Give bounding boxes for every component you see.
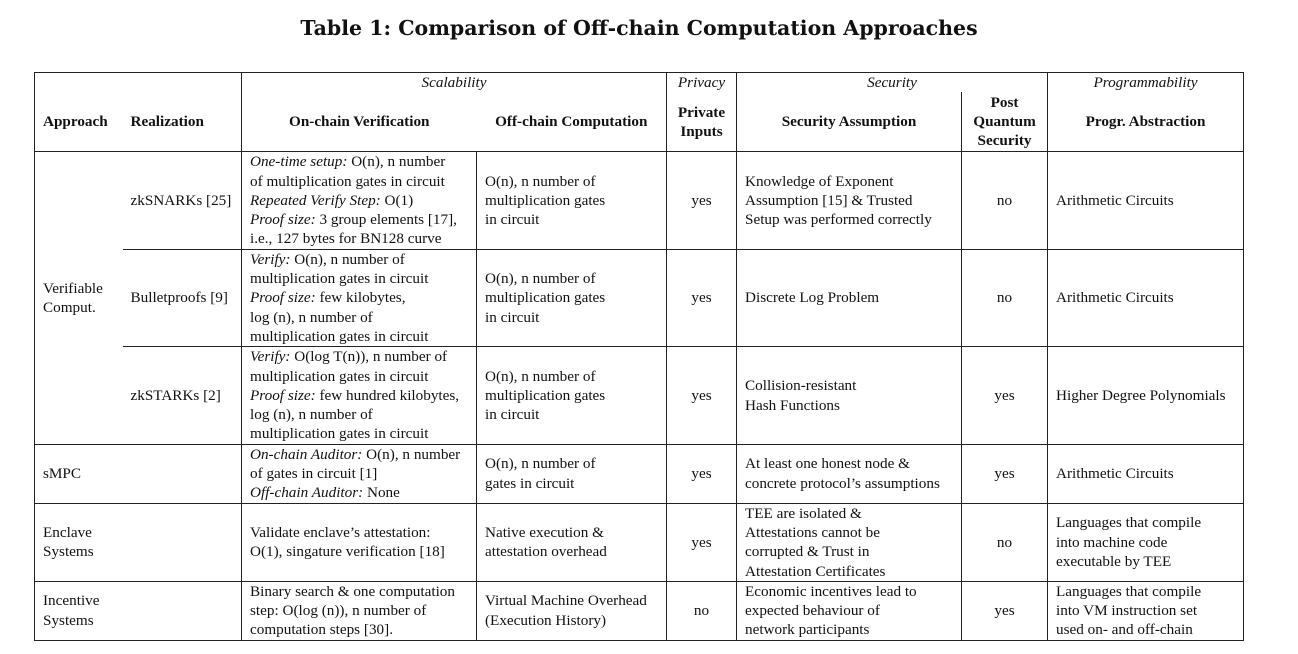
cell-security-assumption — [737, 152, 962, 249]
cell-security-assumption — [737, 444, 962, 503]
cell-line: Collision-resistant — [745, 377, 857, 395]
cell-offchain — [477, 581, 667, 640]
cell-onchain — [242, 503, 477, 581]
onchain-label: Repeated Verify Step: — [250, 191, 385, 209]
onchain-line — [250, 542, 468, 561]
onchain-label: Verify: — [250, 348, 295, 366]
cell-realization — [123, 503, 242, 581]
onchain-line — [250, 464, 468, 483]
cell-private-inputs: yes — [667, 249, 737, 346]
cell-line: Attestations cannot be — [745, 523, 880, 541]
onchain-text: multiplication gates in circuit — [250, 425, 429, 443]
table-body — [35, 152, 1244, 640]
cell-onchain — [242, 152, 477, 249]
onchain-text: i.e., 127 bytes for BN128 curve — [250, 230, 442, 248]
cell-approach: Incentive Systems — [35, 581, 123, 640]
cell-private-inputs: yes — [667, 152, 737, 249]
column-header-row — [35, 92, 1244, 152]
cell-progr-abstraction — [1048, 503, 1244, 581]
cell-line: Arithmetic Circuits — [1056, 465, 1174, 483]
table-row — [35, 444, 1244, 503]
group-programmability: Programmability — [1048, 73, 1244, 93]
onchain-line — [250, 405, 468, 424]
cell-approach: Verifiable Comput. — [35, 152, 123, 444]
group-scalability: Scalability — [242, 73, 667, 93]
onchain-text: O(n), n number of — [294, 250, 405, 268]
cell-offchain — [477, 444, 667, 503]
cell-line: Assumption [15] & Trusted — [745, 191, 913, 209]
onchain-text: log (n), n number of — [250, 308, 373, 326]
cell-progr-abstraction — [1048, 581, 1244, 640]
cell-line: in circuit — [485, 211, 540, 229]
onchain-line — [250, 601, 468, 620]
onchain-line — [250, 288, 468, 307]
onchain-line — [250, 308, 468, 327]
header-private-inputs: Private Inputs — [667, 92, 737, 152]
cell-post-quantum: yes — [962, 581, 1048, 640]
onchain-line — [250, 229, 468, 248]
onchain-text: of multiplication gates in circuit — [250, 172, 445, 190]
onchain-text: O(log T(n)), n number of — [294, 348, 448, 366]
cell-line: used on- and off-chain — [1056, 621, 1193, 639]
onchain-label: Proof size: — [250, 211, 320, 229]
cell-realization: zkSNARKs [25] — [123, 152, 242, 249]
cell-private-inputs: yes — [667, 444, 737, 503]
cell-line: Native execution & — [485, 523, 604, 541]
cell-progr-abstraction — [1048, 347, 1244, 444]
cell-line: multiplication gates — [485, 191, 606, 209]
cell-line: multiplication gates — [485, 289, 606, 307]
cell-line: Virtual Machine Overhead — [485, 592, 647, 610]
onchain-line — [250, 523, 468, 542]
table-row — [35, 152, 1244, 249]
group-empty — [35, 73, 242, 93]
onchain-line — [250, 210, 468, 229]
cell-post-quantum: yes — [962, 444, 1048, 503]
onchain-text: step: O(log (n)), n number of — [250, 602, 427, 620]
cell-line: Languages that compile — [1056, 582, 1202, 600]
onchain-line — [250, 620, 468, 639]
onchain-line — [250, 191, 468, 210]
cell-approach: Enclave Systems — [35, 503, 123, 581]
cell-line: into VM instruction set — [1056, 602, 1198, 620]
onchain-line — [250, 424, 468, 443]
header-onchain: On-chain Verification — [242, 92, 477, 152]
cell-onchain — [242, 249, 477, 346]
cell-post-quantum: no — [962, 249, 1048, 346]
cell-security-assumption — [737, 249, 962, 346]
cell-line: gates in circuit — [485, 474, 575, 492]
onchain-text: O(1), singature verification [18] — [250, 543, 445, 561]
cell-post-quantum: no — [962, 503, 1048, 581]
header-progr-abstraction: Progr. Abstraction — [1048, 92, 1244, 152]
table-row — [35, 581, 1244, 640]
cell-line: into machine code — [1056, 533, 1168, 551]
onchain-text: multiplication gates in circuit — [250, 270, 429, 288]
onchain-label: On-chain Auditor: — [250, 445, 367, 463]
cell-progr-abstraction — [1048, 444, 1244, 503]
table-row — [35, 503, 1244, 581]
header-approach: Approach — [35, 92, 123, 152]
cell-line: network participants — [745, 621, 870, 639]
onchain-text: multiplication gates in circuit — [250, 367, 429, 385]
cell-line: O(n), n number of — [485, 270, 596, 288]
cell-progr-abstraction — [1048, 152, 1244, 249]
table-caption: Table 1: Comparison of Off-chain Computation Approaches — [300, 16, 978, 40]
cell-line: Arithmetic Circuits — [1056, 191, 1174, 209]
cell-onchain — [242, 347, 477, 444]
onchain-line — [250, 327, 468, 346]
onchain-label: Verify: — [250, 250, 295, 268]
cell-line: Hash Functions — [745, 396, 840, 414]
cell-security-assumption — [737, 347, 962, 444]
onchain-line — [250, 250, 468, 269]
onchain-line — [250, 152, 468, 171]
onchain-text: Binary search & one computation — [250, 582, 455, 600]
cell-line: Setup was performed correctly — [745, 211, 932, 229]
cell-line: Economic incentives lead to — [745, 582, 917, 600]
group-security: Security — [737, 73, 1048, 93]
cell-offchain — [477, 347, 667, 444]
onchain-text: O(n), n number — [351, 153, 446, 171]
onchain-label: One-time setup: — [250, 153, 352, 171]
onchain-line — [250, 582, 468, 601]
cell-onchain — [242, 444, 477, 503]
onchain-text: of gates in circuit [1] — [250, 465, 378, 483]
cell-offchain — [477, 503, 667, 581]
cell-line: O(n), n number of — [485, 172, 596, 190]
cell-line: (Execution History) — [485, 611, 607, 629]
onchain-text: log (n), n number of — [250, 406, 373, 424]
cell-line: Arithmetic Circuits — [1056, 289, 1174, 307]
cell-onchain — [242, 581, 477, 640]
onchain-line — [250, 367, 468, 386]
cell-private-inputs: yes — [667, 347, 737, 444]
cell-line: Discrete Log Problem — [745, 289, 880, 307]
group-privacy: Privacy — [667, 73, 737, 93]
header-offchain: Off-chain Computation — [495, 113, 648, 131]
group-header-row — [35, 73, 1244, 93]
onchain-text: None — [367, 484, 400, 502]
cell-line: Languages that compile — [1056, 514, 1202, 532]
table-row — [35, 347, 1244, 444]
cell-realization: Bulletproofs [9] — [123, 249, 242, 346]
cell-offchain — [477, 152, 667, 249]
onchain-line — [250, 172, 468, 191]
onchain-text: few kilobytes, — [319, 289, 406, 307]
header-security-assumption: Security Assumption — [737, 92, 962, 152]
cell-line: Higher Degree Polynomials — [1056, 386, 1226, 404]
cell-line: TEE are isolated & — [745, 504, 862, 522]
cell-line: expected behaviour of — [745, 602, 880, 620]
cell-approach: sMPC — [35, 444, 123, 503]
cell-line: in circuit — [485, 308, 540, 326]
cell-line: Attestation Certificates — [745, 562, 886, 580]
cell-line: corrupted & Trust in — [745, 543, 870, 561]
cell-private-inputs: yes — [667, 503, 737, 581]
onchain-text: computation steps [30]. — [250, 621, 393, 639]
cell-line: Knowledge of Exponent — [745, 172, 894, 190]
onchain-label: Proof size: — [250, 289, 320, 307]
cell-line: executable by TEE — [1056, 552, 1172, 570]
header-post-quantum: Post Quantum Security — [962, 92, 1048, 152]
onchain-line — [250, 483, 468, 502]
cell-security-assumption — [737, 581, 962, 640]
cell-security-assumption — [737, 503, 962, 581]
cell-realization — [123, 444, 242, 503]
table-row — [35, 249, 1244, 346]
cell-realization — [123, 581, 242, 640]
cell-realization: zkSTARKs [2] — [123, 347, 242, 444]
comparison-table — [34, 72, 1244, 641]
cell-line: concrete protocol’s assumptions — [745, 474, 940, 492]
cell-post-quantum: no — [962, 152, 1048, 249]
onchain-line — [250, 269, 468, 288]
cell-post-quantum: yes — [962, 347, 1048, 444]
cell-line: O(n), n number of — [485, 455, 596, 473]
cell-line: At least one honest node & — [745, 455, 910, 473]
onchain-text: O(n), n number — [366, 445, 461, 463]
header-realization: Realization — [130, 113, 204, 131]
onchain-line — [250, 445, 468, 464]
cell-progr-abstraction — [1048, 249, 1244, 346]
onchain-text: O(1) — [384, 191, 414, 209]
onchain-text: multiplication gates in circuit — [250, 327, 429, 345]
onchain-label: Off-chain Auditor: — [250, 484, 367, 502]
cell-line: in circuit — [485, 406, 540, 424]
cell-line: multiplication gates — [485, 386, 606, 404]
onchain-text: few hundred kilobytes, — [319, 386, 460, 404]
onchain-text: 3 group elements [17], — [319, 211, 457, 229]
onchain-text: Validate enclave’s attestation: — [250, 523, 431, 541]
cell-private-inputs: no — [667, 581, 737, 640]
cell-line: O(n), n number of — [485, 367, 596, 385]
onchain-line — [250, 386, 468, 405]
onchain-line — [250, 347, 468, 366]
cell-line: attestation overhead — [485, 543, 607, 561]
onchain-label: Proof size: — [250, 386, 320, 404]
cell-offchain — [477, 249, 667, 346]
